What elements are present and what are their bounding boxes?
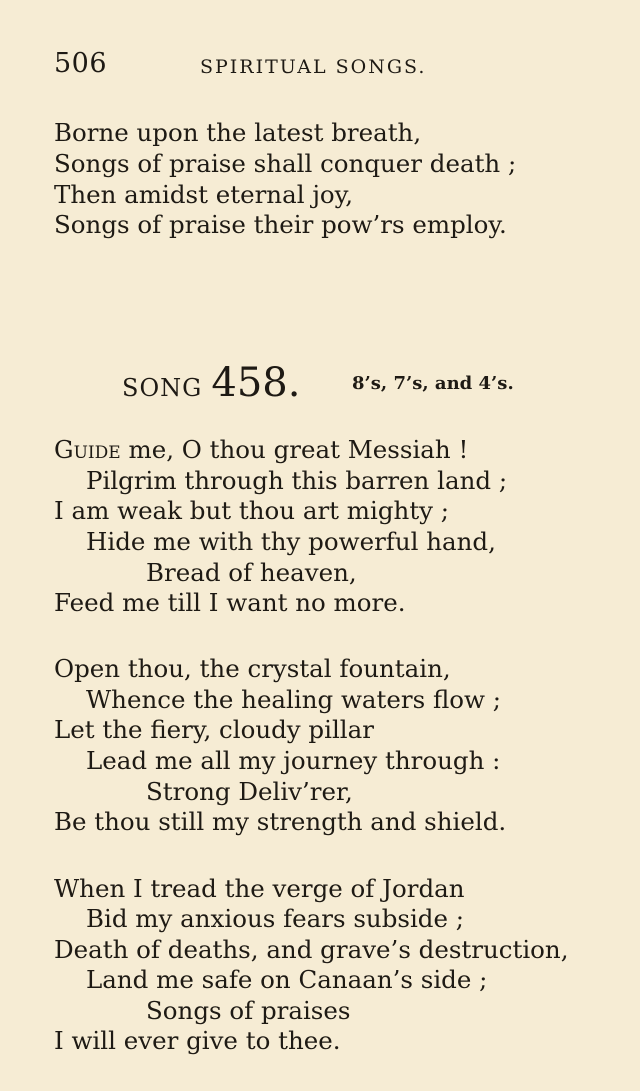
verse-line: I will ever give to thee.	[54, 1026, 341, 1055]
song-heading	[122, 360, 300, 406]
song-meter: 8’s, 7’s, and 4’s.	[352, 373, 514, 394]
small-caps-word: uide	[73, 435, 121, 464]
verse-line: Then amidst eternal joy,	[54, 180, 354, 209]
verse-line: Songs of praise their pow’rs employ.	[54, 210, 507, 239]
verse-line: Pilgrim through this barren land ;	[86, 466, 508, 495]
verse-line: Songs of praises	[146, 996, 351, 1025]
verse-line: Borne upon the latest breath,	[54, 118, 422, 147]
verse-line-rest: me, O thou great Messiah !	[120, 435, 469, 464]
verse-line: Death of deaths, and grave’s destruction,	[54, 935, 569, 964]
verse-line: Feed me till I want no more.	[54, 588, 406, 617]
verse-line: Whence the healing waters flow ;	[86, 685, 502, 714]
song-label: SONG	[122, 374, 203, 402]
verse-line: Open thou, the crystal fountain,	[54, 654, 451, 683]
verse-line: Hide me with thy powerful hand,	[86, 527, 496, 556]
verse-line: Lead me all my journey through :	[86, 746, 501, 775]
verse-line: When I tread the verge of Jordan	[54, 874, 465, 903]
verse-line: Songs of praise shall conquer death ;	[54, 149, 517, 178]
verse-line: Bid my anxious fears subside ;	[86, 904, 465, 933]
running-title: SPIRITUAL SONGS.	[200, 56, 427, 78]
verse-line	[54, 435, 469, 464]
verse-line: Land me safe on Canaan’s side ;	[86, 965, 488, 994]
verse-line: Be thou still my strength and shield.	[54, 807, 507, 836]
verse-line: Bread of heaven,	[146, 558, 357, 587]
verse-line: Let the fiery, cloudy pillar	[54, 715, 374, 744]
verse-line: I am weak but thou art mighty ;	[54, 496, 450, 525]
drop-initial: G	[54, 435, 74, 464]
verse-line: Strong Deliv’rer,	[146, 777, 353, 806]
page-number: 506	[54, 48, 108, 79]
song-number: 458.	[211, 360, 301, 406]
